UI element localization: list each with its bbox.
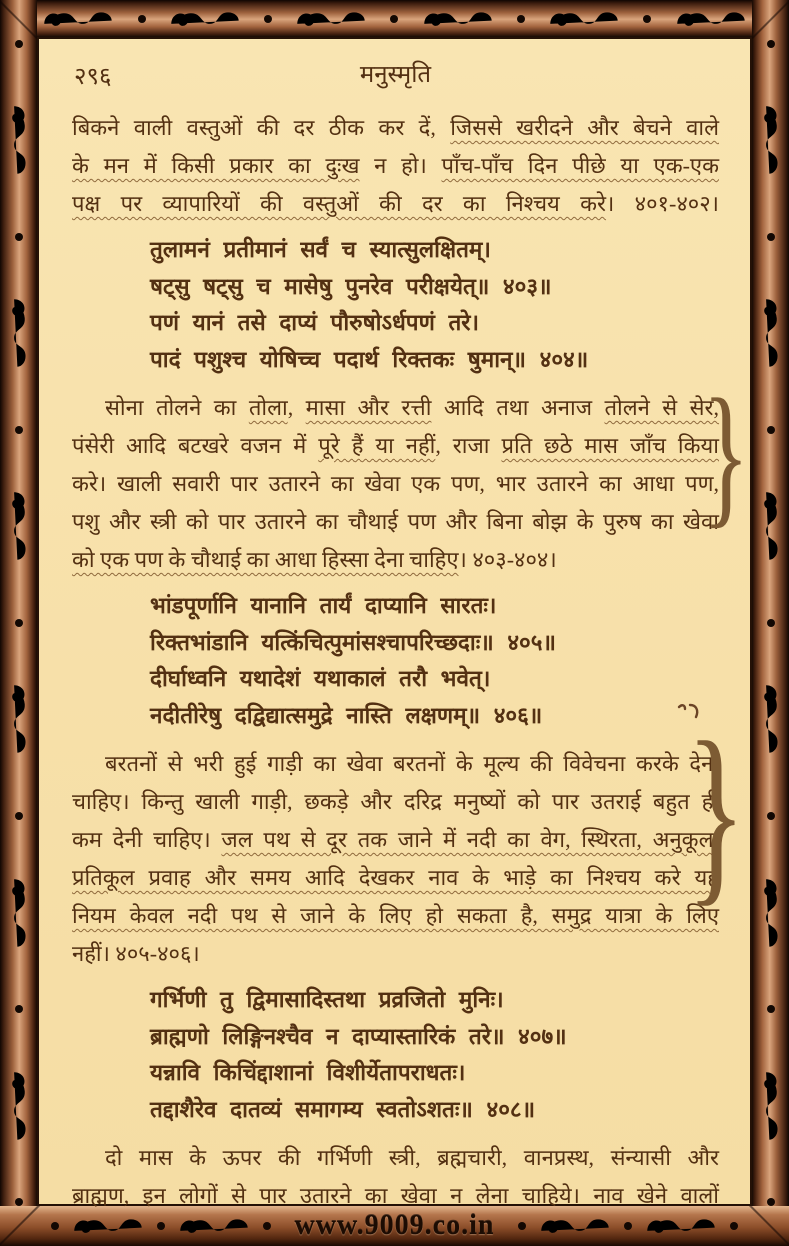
underlined-phrase: जल पथ से दूर तक जाने में नदी का वेग, स्थिरता, अनुकूल, [221,827,719,852]
flourish-ornament-icon [6,489,32,563]
text-line [72,935,719,973]
dot-ornament-icon [390,15,398,23]
dot-ornament-icon [518,1222,526,1230]
dot-ornament-icon [624,1222,632,1230]
sanskrit-verse-block [72,982,719,1128]
dot-ornament-icon [767,40,775,48]
text-segment: पशु और स्त्री को पार उतारने का चौथाई पण और बिना बोझ के पुरुष का खेवा [72,509,719,534]
site-url: www.9009.co.in [294,1210,495,1241]
underlined-phrase: पूरे हैं या नहीं [318,433,436,458]
underlined-phrase: को एक पण के चौथाई का आधा हिस्सा देना चाहिए [72,547,459,572]
text-segment: । ४०३-४०४। [458,547,557,572]
text-segment: करे। खाली सवारी पार उतारने का खेवा एक पण, भार उतारने का आधा पण, [72,471,719,496]
dot-ornament-icon [730,1222,738,1230]
text-segment: बिकने वाली वस्तुओं की दर ठीक कर दें, [72,115,451,140]
verse-line: पादं पशुश्च योषिच्च पदार्थ रिक्तकः षुमान्॥ ४०४॥ [150,346,589,372]
underlined-phrase: जिससे खरीदने और बेचने वाले [450,115,719,140]
dot-ornament-icon [15,619,23,627]
flourish-ornament-icon [6,296,32,370]
text-segment: सोना तोलने का [105,395,249,420]
flourish-ornament-icon [168,6,242,32]
dot-ornament-icon [767,233,775,241]
verse-line: भांडपूर्णानि यानानि तार्यं दाप्यानि सारतः। [150,593,497,618]
flourish-ornament-icon [71,1213,145,1239]
verse-line: रिक्तभांडानि यत्किंचित्पुमांसश्चापरिच्छदाः॥ ४०५॥ [150,629,556,655]
banner-right-ornaments [518,1213,738,1239]
underlined-phrase: पाँच-पाँच दिन पीछे या एक-एक [441,153,719,178]
verse-line: यन्नावि किचिंद्दाशानां विशीर्येतापराधतः। [150,1060,466,1085]
hindi-paragraph [72,745,719,973]
frame-top-border [0,0,789,37]
text-line [72,465,719,503]
handwritten-margin-brace: } [702,367,750,542]
text-segment: न हो। [359,153,442,178]
hindi-paragraph [72,109,719,223]
underlined-phrase: के मन में किसी प्रकार का दुःख [72,153,360,178]
dot-ornament-icon [15,40,23,48]
flourish-ornament-icon [758,489,784,563]
verse-line: षट्सु षट्सु च मासेषु पुनरेव परीक्षयेत्॥ ४०३॥ [150,273,552,299]
verse-line: दीर्घाध्वनि यथादेशं यथाकालं तरौ भवेत्। [150,666,491,691]
sanskrit-verse-block [72,232,719,378]
handwritten-margin-brace: } [686,702,746,923]
dot-ornament-icon [767,1198,775,1206]
flourish-ornament-icon [758,682,784,756]
text-segment: दो मास के ऊपर की गर्भिणी स्त्री, ब्रह्मचारी, वानप्रस्थ, संन्यासी और [105,1145,719,1170]
dot-ornament-icon [517,15,525,23]
underlined-phrase: नियम केवल नदी पथ से जाने के लिए हो सकता है, समुद्र यात्रा के लिए [72,903,719,928]
hindi-paragraph [72,1139,719,1215]
dot-ornament-icon [51,1222,59,1230]
text-segment: , राजा [435,433,502,458]
text-segment: चाहिए। किन्तु खाली गाड़ी, छकड़े और दरिद्र मनुष्यों को पार उतराई बहुत ही [72,789,719,814]
dot-ornament-icon [767,426,775,434]
dot-ornament-icon [767,1005,775,1013]
page-title: मनुस्मृति [359,62,432,88]
sanskrit-verse-block [72,588,719,734]
flourish-ornament-icon [6,103,32,177]
hindi-paragraph [72,389,719,579]
text-segment: । ४०१-४०२। [606,191,719,216]
underlined-phrase: तोला [248,395,288,420]
flourish-ornament-icon [758,876,784,950]
frame-right-border [752,0,789,1246]
frame-left-border [0,0,37,1246]
verse-line: ब्राह्मणो लिङ्गिनश्चैव न दाप्यास्तारिकं तरे॥ ४०७॥ [150,1023,567,1049]
flourish-ornament-icon [6,1069,32,1143]
flourish-ornament-icon [758,1069,784,1143]
text-segment: नहीं। ४०५-४०६। [72,941,200,966]
dot-ornament-icon [157,1222,165,1230]
underlined-phrase: पक्ष पर व्यापारियों की वस्तुओं की दर का निश्चय करे [72,191,607,216]
text-segment: पंसेरी आदि बटखरे वजन में [72,433,319,458]
underlined-phrase: प्रति छठे मास जाँच किया [501,433,719,458]
dot-ornament-icon [767,619,775,627]
text-line [72,1139,719,1177]
text-line [72,897,719,935]
flourish-ornament-icon [644,1213,718,1239]
flourish-ornament-icon [547,6,621,32]
flourish-ornament-icon [6,682,32,756]
verse-line: तुलामनं प्रतीमानं सर्वं च स्यात्सुलक्षितम्। [150,237,491,262]
verse-line: गर्भिणी तु द्विमासादिस्तथा प्रव्रजितो मुनिः। [150,987,504,1012]
text-segment: , [287,395,306,420]
flourish-ornament-icon [41,6,115,32]
flourish-ornament-icon [674,6,748,32]
flourish-ornament-icon [421,6,495,32]
text-line [72,109,719,147]
text-line [72,427,719,465]
page-header [72,53,719,93]
underlined-phrase: प्रतिकूल प्रवाह और समय आदि देखकर नाव के भाड़े का निश्चय करे यह [72,865,719,890]
text-line [72,821,719,859]
book-page [37,37,752,1206]
flourish-ornament-icon [6,876,32,950]
text-segment: कम देनी चाहिए। [72,827,222,852]
underlined-phrase: मासा और रत्ती [305,395,432,420]
verse-line: नदीतीरेषु दद्विद्यात्समुद्रे नास्ति लक्षणम्॥ ४०६॥ [150,702,543,728]
dot-ornament-icon [15,233,23,241]
flourish-ornament-icon [177,1213,251,1239]
pen-squiggle-mark-icon [676,701,702,721]
text-line [72,503,719,541]
page-number: २९६ [74,64,112,90]
text-line [72,541,719,579]
underlined-phrase: तोलने से सेर, [604,395,720,420]
flourish-ornament-icon [294,6,368,32]
text-segment: आदि तथा अनाज [431,395,605,420]
text-line [72,783,719,821]
text-line [72,389,719,427]
dot-ornament-icon [15,426,23,434]
flourish-ornament-icon [758,296,784,370]
dot-ornament-icon [15,812,23,820]
dot-ornament-icon [643,15,651,23]
text-line [72,745,719,783]
text-line [72,185,719,223]
dot-ornament-icon [264,15,272,23]
text-segment: बरतनों से भरी हुई गाड़ी का खेवा बरतनों के मूल्य की विवेचना करके देना [105,751,719,776]
banner-left-ornaments [51,1213,271,1239]
dot-ornament-icon [263,1222,271,1230]
page-body-text [72,109,719,1215]
dot-ornament-icon [15,1005,23,1013]
text-line [72,859,719,897]
flourish-ornament-icon [758,103,784,177]
dot-ornament-icon [138,15,146,23]
text-line [72,1177,719,1215]
dot-ornament-icon [767,812,775,820]
dot-ornament-icon [15,1198,23,1206]
flourish-ornament-icon [538,1213,612,1239]
verse-line: तद्दाशैरेव दातव्यं समागम्य स्वतोऽशतः॥ ४०८॥ [150,1096,536,1122]
text-segment: ब्राह्मण, इन लोगों से पार उतारने का खेवा न लेना चाहिये। नाव खेने वालों [72,1183,719,1208]
text-line [72,147,719,185]
verse-line: पणं यानं तसे दाप्यं पौरुषोऽर्धपणं तरे। [150,310,480,335]
